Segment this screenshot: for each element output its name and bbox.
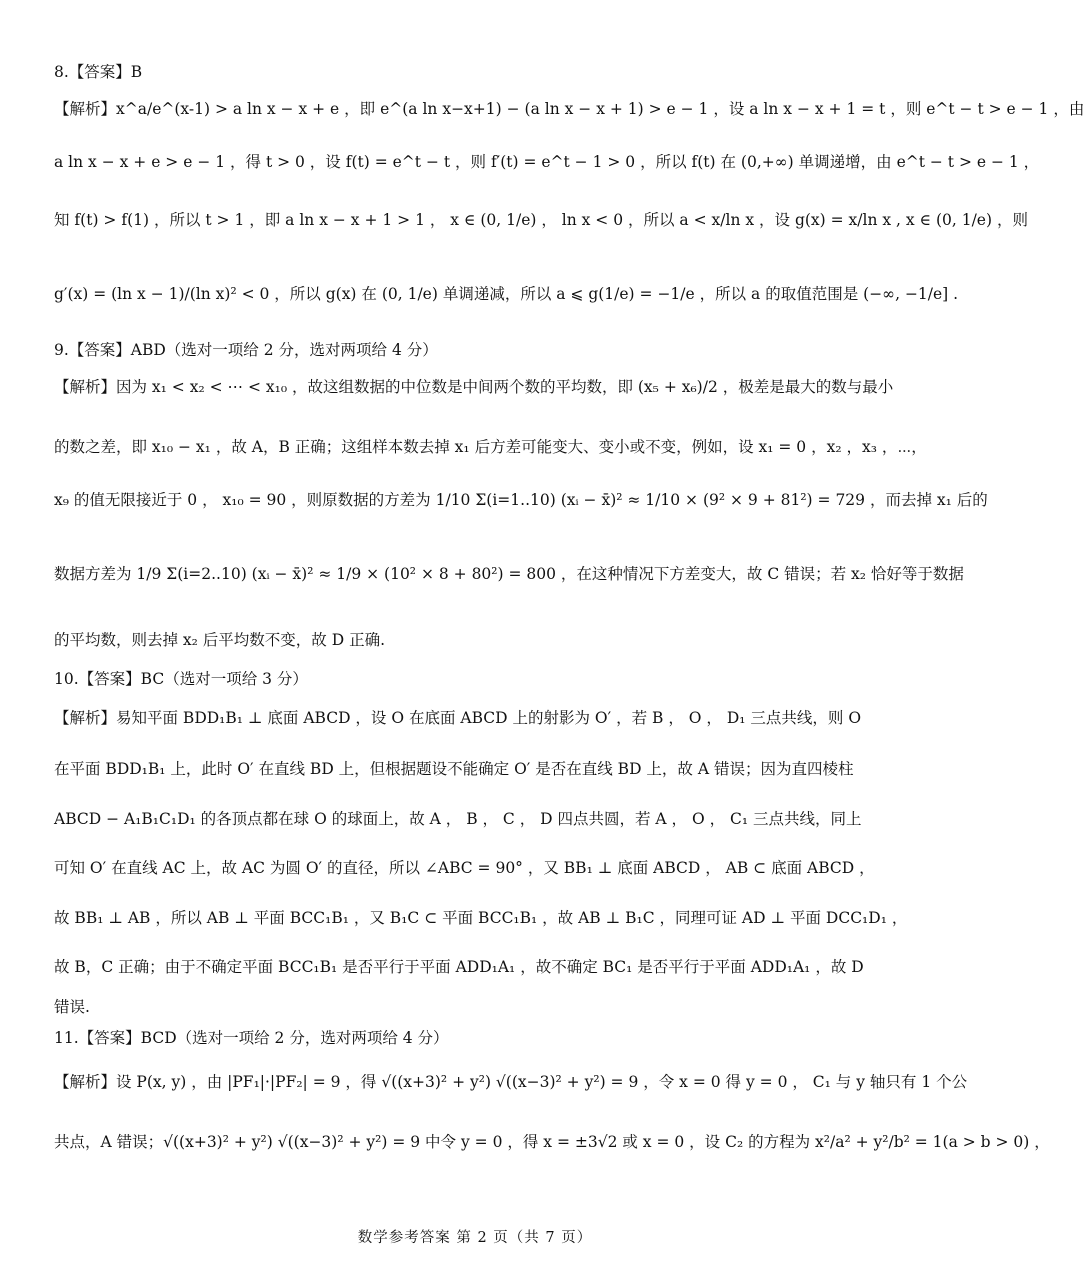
q11-line-2: 共点，A 错误；√((x+3)² + y²) √((x−3)² + y²) = 9 中令 y = 0 ，得 x = ±3√2 或 x = 0 ，设 C₂ 的方程为 x²/a² + y²/b² = 1(a > b > 0) ， [54,1133,1050,1151]
q9-line-5: 的平均数，则去掉 x₂ 后平均数不变，故 D 正确. [54,631,386,649]
q8-line-3: 知 f(t) > f(1) ，所以 t > 1 ，即 a ln x − x + 1 > 1 ， x ∈ (0, 1/e) ， ln x < 0 ，所以 a < x/ln x ，设 g(x) = x/ln x , x ∈ (0, 1/e) ，则 [54,211,1028,229]
page-footer: 数学参考答案 第 2 页（共 7 页） [357,1230,593,1246]
q8-line-2: a ln x − x + e > e − 1 ，得 t > 0 ，设 f(t) = e^t − t ，则 f′(t) = e^t − 1 > 0 ，所以 f(t) 在 (0,+∞) 单调递增，由 e^t − t > e − 1 ， [54,153,1040,171]
q10-line-5: 故 BB₁ ⊥ AB ，所以 AB ⊥ 平面 BCC₁B₁ ，又 B₁C ⊂ 平面 BCC₁B₁ ，故 AB ⊥ B₁C ，同理可证 AD ⊥ 平面 DCC₁D₁ ， [54,909,908,927]
q10-line-3: ABCD − A₁B₁C₁D₁ 的各顶点都在球 O 的球面上，故 A ， B ， C ， D 四点共圆，若 A ， O ， C₁ 三点共线，同上 [54,810,862,828]
q10-line-2: 在平面 BDD₁B₁ 上，此时 O′ 在直线 BD 上，但根据题设不能确定 O′ 是否在直线 BD 上，故 A 错误；因为直四棱柱 [54,760,854,778]
q9-line-1: 【解析】因为 x₁ < x₂ < ⋯ < x₁₀ ，故这组数据的中位数是中间两个数的平均数，即 (x₅ + x₆)/2 ，极差是最大的数与最小 [54,378,894,396]
q9-header: 9.【答案】ABD（选对一项给 2 分，选对两项给 4 分） [54,341,438,359]
q11-header: 11.【答案】BCD（选对一项给 2 分，选对两项给 4 分） [54,1029,449,1047]
q10-line-4: 可知 O′ 在直线 AC 上，故 AC 为圆 O′ 的直径，所以 ∠ABC = 90° ，又 BB₁ ⊥ 底面 ABCD ， AB ⊂ 底面 ABCD ， [54,859,875,877]
q11-line-1: 【解析】设 P(x, y) ，由 |PF₁|·|PF₂| = 9 ，得 √((x+3)² + y²) √((x−3)² + y²) = 9 ，令 x = 0 得 y = 0 ， C₁ 与 y 轴只有 1 个公 [54,1073,968,1091]
q8-line-1: 【解析】x^a/e^(x-1) > a ln x − x + e ，即 e^(a ln x−x+1) − (a ln x − x + 1) > e − 1 ，设 a ln x − x + 1 = t ，则 e^t − t > e − 1 ，由 [54,100,1084,118]
q9-line-4: 数据方差为 1/9 Σ(i=2..10) (xᵢ − x̄)² ≈ 1/9 × (10² × 8 + 80²) = 800 ，在这种情况下方差变大，故 C 错误；若 x₂ 恰好等于数据 [54,565,964,583]
q8-header: 8.【答案】B [54,63,143,81]
q10-header: 10.【答案】BC（选对一项给 3 分） [54,670,308,688]
q10-line-1: 【解析】易知平面 BDD₁B₁ ⊥ 底面 ABCD ，设 O 在底面 ABCD 上的射影为 O′ ，若 B ， O ， D₁ 三点共线，则 O [54,709,862,727]
q9-line-2: 的数之差，即 x₁₀ − x₁ ，故 A，B 正确；这组样本数去掉 x₁ 后方差可能变大、变小或不变，例如，设 x₁ = 0 ，x₂ ，x₃ ，⋯， [54,438,927,456]
q8-line-4: g′(x) = (ln x − 1)/(ln x)² < 0 ，所以 g(x) 在 (0, 1/e) 单调递减，所以 a ⩽ g(1/e) = −1/e ，所以 a 的取值范围是 (−∞, −1/e] . [54,285,959,303]
q9-line-3: x₉ 的值无限接近于 0 ， x₁₀ = 90 ，则原数据的方差为 1/10 Σ(i=1..10) (xᵢ − x̄)² ≈ 1/10 × (9² × 9 + 81²) = 729 ，而去掉 x₁ 后的 [54,491,988,509]
q10-line-6: 故 B，C 正确；由于不确定平面 BCC₁B₁ 是否平行于平面 ADD₁A₁ ，故不确定 BC₁ 是否平行于平面 ADD₁A₁ ，故 D [54,958,864,976]
q10-line-7: 错误. [54,998,90,1016]
